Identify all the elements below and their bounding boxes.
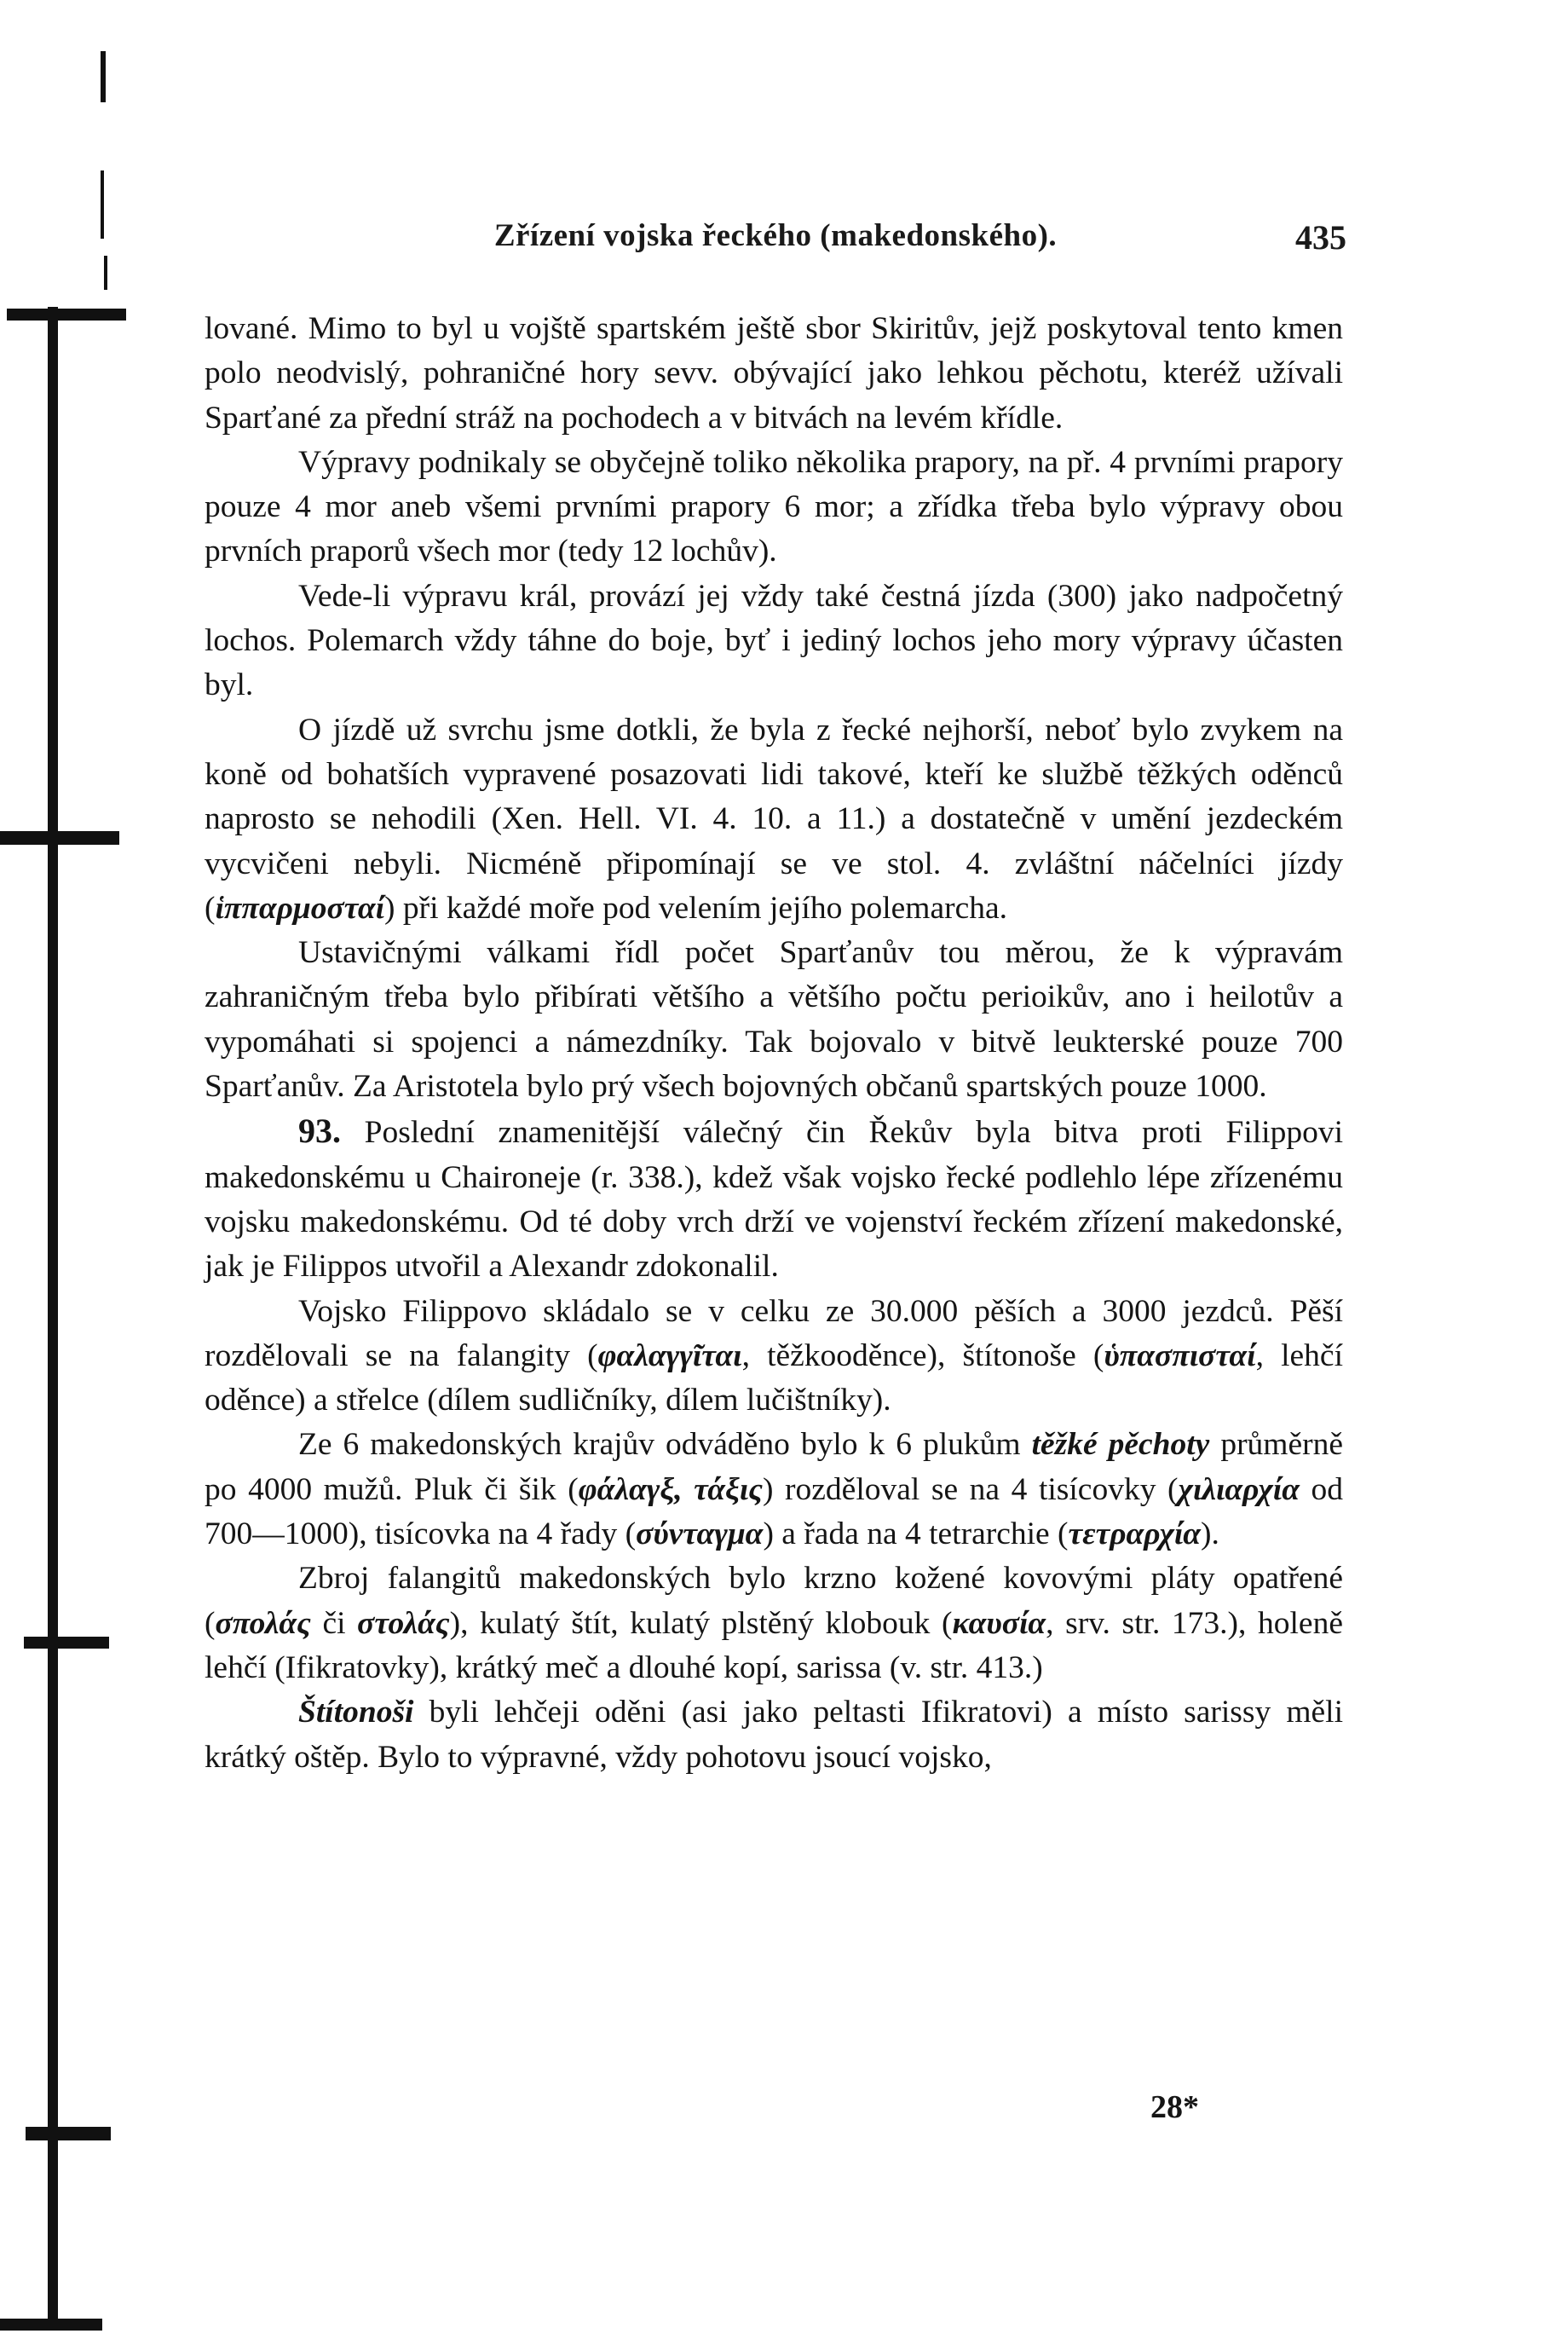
emphasis-term: Štítonoši [298,1695,414,1730]
paragraph [205,1109,1343,1289]
text-run: ), kulatý štít, kulatý plstěný klobouk ( [449,1605,953,1641]
running-head [205,217,1346,260]
emphasis-term: καυσία [952,1605,1046,1641]
emphasis-term: ὑπασπισταί [1104,1337,1256,1373]
text-run: , srv. str. 173.), holeně lehčí (Ifikratovky), krátký meč a dlouhé kopí, sarissa (v. str. 413.) [205,1605,1343,1685]
text-run: ) a řada na 4 tetrarchie ( [763,1516,1069,1552]
binding-tab [24,1637,109,1649]
binding-tab [26,2127,111,2140]
text-run: , těžkooděnce), štítonoše ( [741,1337,1104,1373]
text-run: Poslední znamenitější válečný čin Řekův byla bitva proti Filippovi makedonskému u Chaironeje (r. 338.), kdež však vojsko řecké podlehlo lépe zřízenému vojsku makedonskému. Od té doby vrch drží ve vojenství řeckém zřízení makedonské, jak je Filippos utvořil a Alexandr zdokonalil. [205,1115,1343,1285]
body-text [205,307,1343,1780]
emphasis-term: ἱππαρμοσταί [215,890,385,926]
paragraph [205,307,1343,441]
emphasis-term: σύνταγμα [636,1516,764,1552]
text-run: ) při každé moře pod velením jejího polemarcha. [384,890,1008,926]
scan-mark [101,170,104,239]
text-run: O jízdě už svrchu jsme dotkli, že byla z řecké nejhorší, neboť bylo zvykem na koně od bohatších vypravené posazovati lidi takové, kteří ke službě těžkých oděnců naprosto se nehodili (Xen. Hell. VI. 4. 10. a 11.) a dostatečně v umění jezdeckém vycvičeni nebyli. Nicméně připomínají se ve stol. 4. zvláštní náčelníci jízdy ( [205,712,1343,926]
text-run: Výpravy podnikaly se obyčejně toliko několika prapory, na př. 4 prvními prapory pouze 4 mor aneb všemi prvními prapory 6 mor; a zřídka třeba bylo výpravy obou prvních praporů všech mor (tedy 12 lochův). [205,444,1343,569]
text-run: Ustavičnými válkami řídl počet Sparťanův tou měrou, že k výpravám zahraničným třeba bylo přibírati většího a většího počtu perioikův, ano i heilotův a vypomáhati si spojenci a námezdníky. Tak bojovalo v bitvě leukterské pouze 700 Sparťanův. Za Aristotela bylo prý všech bojovných občanů spartských pouze 1000. [205,935,1343,1105]
paragraph [205,441,1343,575]
scan-mark [101,51,106,102]
paragraph [205,1557,1343,1690]
paragraph [205,1290,1343,1424]
paragraph [205,1690,1343,1780]
binding-tab [0,831,119,845]
binding-tab [7,309,126,321]
paragraph [205,708,1343,931]
emphasis-term: φαλαγγῖται [597,1337,742,1373]
emphasis-term: χιλιαρχία [1178,1471,1300,1507]
text-run: od 700—1000), tisícovka na 4 řady ( [205,1471,1344,1552]
emphasis-term: φάλαγξ, τάξις [578,1471,763,1507]
paragraph [205,575,1343,708]
text-run: Ze 6 makedonských krajův odváděno bylo k 6 plukům [298,1427,1032,1463]
text-run: ). [1201,1516,1219,1552]
paragraph [205,1423,1343,1557]
section-number: 93. [298,1112,341,1151]
page-number: 435 [1295,218,1346,257]
emphasis-term: τετραρχία [1068,1516,1202,1552]
text-run: průměrně po 4000 mužů. Pluk či šik ( [205,1427,1344,1507]
signature-mark: 28* [1150,2089,1199,2125]
emphasis-term: στολάς [357,1605,450,1641]
emphasis-term: těžké pěchoty [1031,1427,1210,1463]
binding-tab [0,2319,102,2331]
text-run: lované. Mimo to byl u vojště spartském ještě sbor Skiritův, jejž poskytoval tento kmen polo neodvislý, pohraničné hory sevv. obývající jako lehkou pěchotu, kteréž užívali Sparťané za přední stráž na pochodech a v bitvách na levém křídle. [205,311,1343,436]
text-run: Vede-li výpravu král, provází jej vždy také čestná jízda (300) jako nadpočetný lochos. Polemarch vždy táhne do boje, byť i jediný lochos jeho mory výpravy účasten byl. [205,578,1343,703]
scan-mark [104,256,107,290]
running-title: Zřízení vojska řeckého (makedonského). [493,218,1058,253]
text-run: ) rozděloval se na 4 tisícovky ( [763,1471,1179,1507]
text-run: či [310,1605,358,1641]
text-run: Zbroj falangitů makedonských bylo krzno kožené kovovými pláty opatřené ( [205,1561,1343,1641]
text-run: Vojsko Filippovo skládalo se v celku ze 30.000 pěších a 3000 jezdců. Pěší rozdělovali se na falangity ( [205,1293,1343,1373]
paragraph [205,931,1343,1109]
text-run: byli lehčeji oděni (asi jako peltasti Ifikratovi) a místo sarissy měli krátký oštěp. Bylo to výpravné, vždy pohotovu jsoucí vojsko, [205,1695,1343,1775]
text-run: , lehčí oděnce) a střelce (dílem sudličníky, dílem lučištníky). [205,1337,1343,1418]
binding-edge [48,307,58,2319]
emphasis-term: σπολάς [215,1605,311,1641]
